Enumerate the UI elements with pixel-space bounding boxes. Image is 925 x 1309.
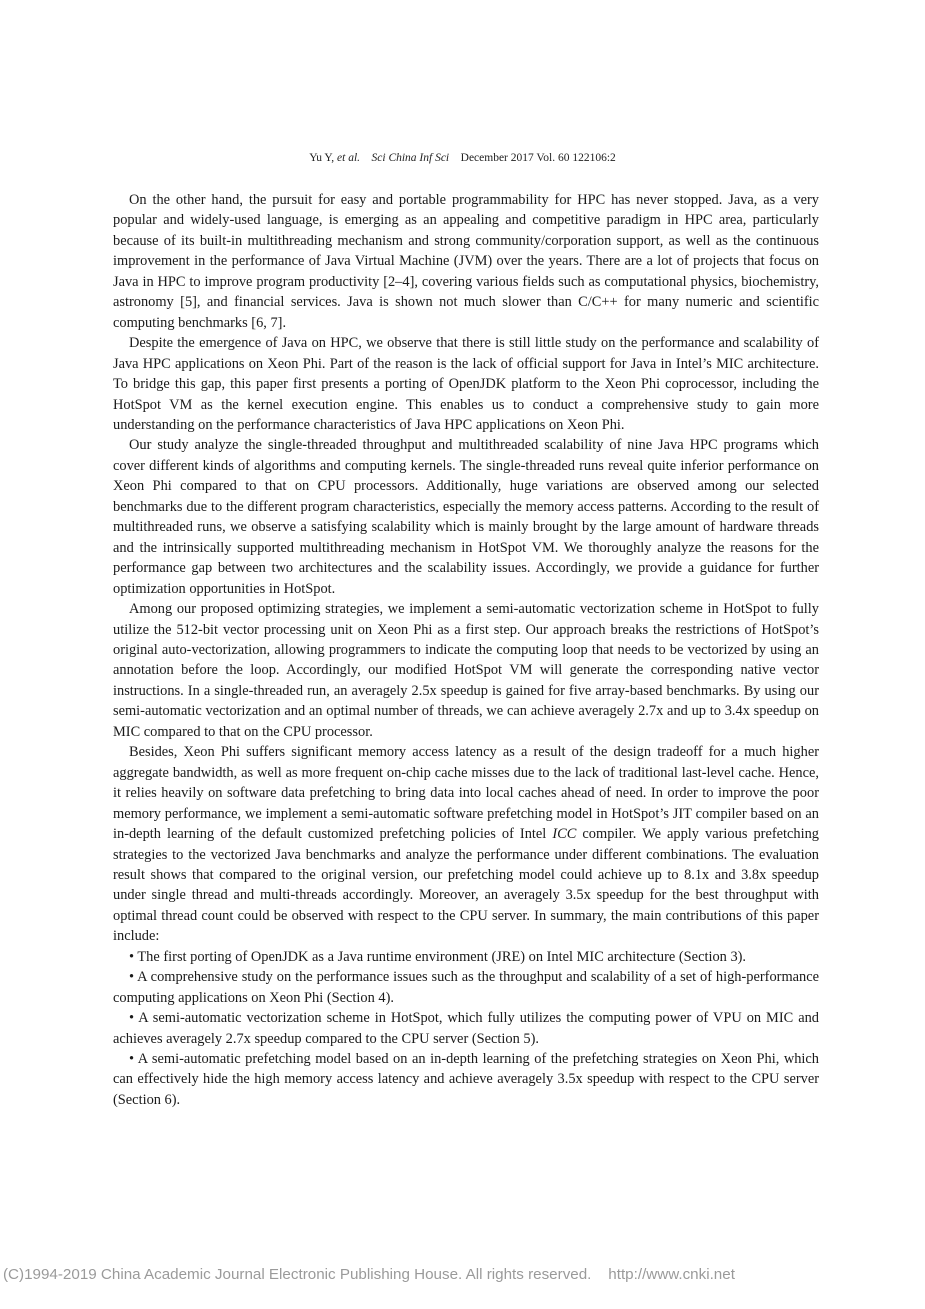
- contribution-item: [113, 1008, 819, 1049]
- paragraph: Despite the emergence of Java on HPC, we observe that there is still little study on the performance and scalability of Java HPC applications on Xeon Phi. Part of the reason is the lack of official support for Java in Intel’s MIC architecture. To bridge this gap, this paper first presents a porting of OpenJDK platform to the Xeon Phi coprocessor, including the HotSpot VM as the kernel execution engine. This enables us to conduct a comprehensive study to gain more understanding on the performance characteristics of Java HPC applications on Xeon Phi.: [113, 335, 819, 433]
- contribution-item: [113, 1049, 819, 1110]
- paragraph-text: compiler. We apply various prefetching strategies to the vectorized Java benchmarks and analyze the performance under different combinations. The evaluation result shows that compared to the original version, our prefetching model could achieve up to 8.1x and 3.8x speedup under single thread and multi-threads accordingly. Moreover, an averagely 3.5x speedup for the best throughput with optimal thread count could be observed with respect to the CPU server. In summary, the main contributions of this paper include:: [113, 826, 819, 945]
- header-issue: December 2017 Vol. 60 122106:2: [460, 152, 616, 164]
- bullet-icon: •: [129, 969, 135, 986]
- page-body: [113, 190, 819, 1110]
- paragraph: Among our proposed optimizing strategies, we implement a semi-automatic vectorization scheme in HotSpot to fully utilize the 512-bit vector processing unit on Xeon Phi as a first step. Our approach breaks the restrictions of HotSpot’s original auto-vectorization, allowing programmers to indicate the computing loop that needs to be vectorized by using an annotation before the loop. Accordingly, our modified HotSpot VM will generate the corresponding native vector instructions. In a single-threaded run, an averagely 2.5x speedup is gained for five array-based benchmarks. By using our semi-automatic vectorization and an optimal number of threads, we can achieve averagely 2.7x and up to 3.4x speedup on MIC compared to that on the CPU processor.: [113, 601, 819, 740]
- contribution-text: A semi-automatic vectorization scheme in HotSpot, which fully utilizes the computing power of VPU on MIC and achieves averagely 2.7x speedup compared to the CPU server (Section 5).: [113, 1010, 819, 1047]
- contribution-text: A semi-automatic prefetching model based on an in-depth learning of the prefetching strategies on Xeon Phi, which can effectively hide the high memory access latency and achieve averagely 3.5x speedup with respect to the CPU server (Section 6).: [113, 1051, 819, 1108]
- copyright-text: (C)1994-2019 China Academic Journal Electronic Publishing House. All rights reserved.: [3, 1266, 592, 1283]
- paragraph: Our study analyze the single-threaded throughput and multithreaded scalability of nine Java HPC programs which cover different kinds of algorithms and computing kernels. The single-threaded runs reveal quite inferior performance on Xeon Phi compared to that on CPU processors. Additionally, huge variations are observed among our selected benchmarks due to the different program characteristics, especially the memory access patterns. According to the result of multithreaded runs, we observe a satisfying scalability which is mainly brought by the large amount of hardware threads and the intrinsically supported multithreading mechanism in HotSpot VM. We thoroughly analyze the reasons for the performance gap between two architectures and the scalability issues. Accordingly, we provide a guidance for further optimization opportunities in HotSpot.: [113, 437, 819, 597]
- bullet-icon: •: [129, 1010, 135, 1027]
- paragraph: [113, 742, 819, 947]
- paragraph-text: Besides, Xeon Phi suffers significant memory access latency as a result of the design tradeoff for a much higher aggregate bandwidth, as well as more frequent on-chip cache misses due to the lack of traditional last-level cache. Hence, it relies heavily on software data prefetching to bring data into local caches ahead of need. In order to improve the poor memory performance, we implement a semi-automatic software prefetching model in HotSpot’s JIT compiler based on an in-depth learning of the default customized prefetching policies of Intel: [113, 744, 819, 843]
- copyright-footer: [0, 1266, 925, 1283]
- header-authors: Yu Y,: [309, 152, 335, 164]
- paragraph: On the other hand, the pursuit for easy and portable programmability for HPC has never stopped. Java, as a very popular and widely-used language, is emerging as an appealing and competitive paradigm in HPC area, particularly because of its built-in multithreading mechanism and strong community/corporation support, as well as the continuous improvement in the performance of Java Virtual Machine (JVM) over the years. There are a lot of projects that focus on Java in HPC to improve program productivity [2–4], covering various fields such as computational physics, biochemistry, astronomy [5], and financial services. Java is shown not much slower than C/C++ for many numeric and scientific computing benchmarks [6, 7].: [113, 192, 819, 331]
- contribution-text: The first porting of OpenJDK as a Java runtime environment (JRE) on Intel MIC architecture (Section 3).: [137, 948, 747, 965]
- running-header: [0, 152, 925, 164]
- bullet-icon: •: [129, 948, 135, 965]
- contribution-item: [113, 947, 819, 967]
- icc-term: ICC: [552, 826, 577, 843]
- header-journal: Sci China Inf Sci: [371, 152, 450, 164]
- contribution-item: [113, 967, 819, 1008]
- bullet-icon: •: [129, 1051, 135, 1068]
- cnki-url: http://www.cnki.net: [608, 1266, 735, 1283]
- contribution-text: A comprehensive study on the performance issues such as the throughput and scalability of a set of high-performance computing applications on Xeon Phi (Section 4).: [113, 969, 819, 1006]
- header-etal: et al.: [337, 152, 361, 164]
